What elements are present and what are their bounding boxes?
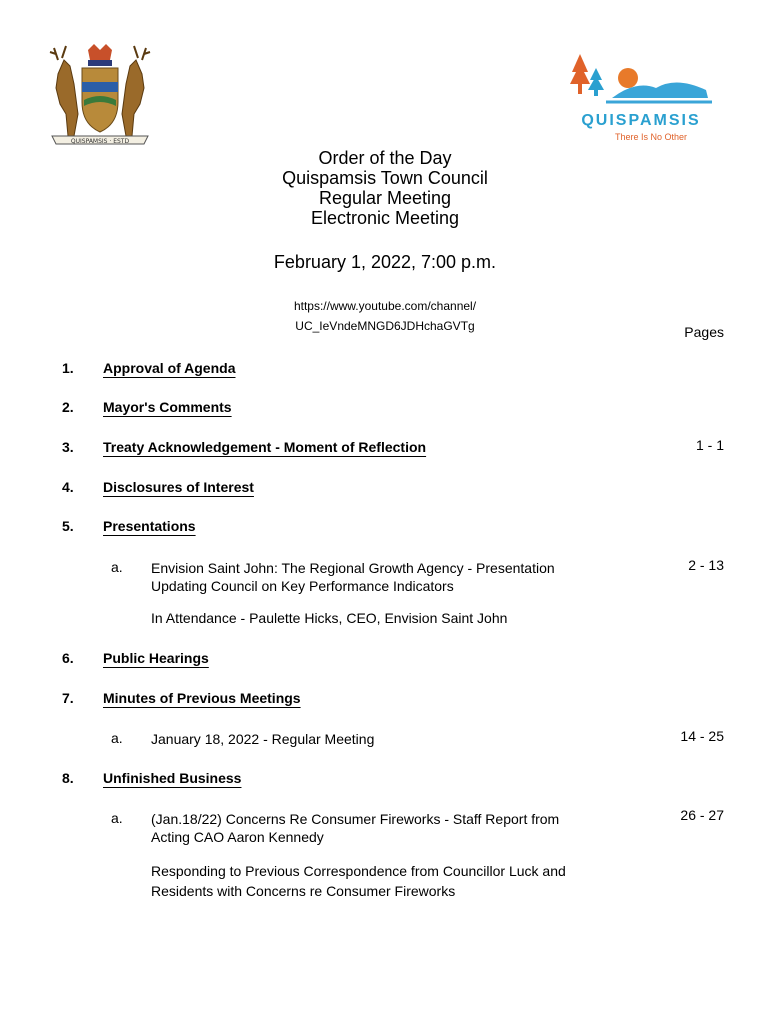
page-range: 2 - 13 [688, 557, 724, 573]
subitem-letter: a. [111, 559, 123, 575]
title-line: Regular Meeting [318, 188, 452, 208]
page-range: 26 - 27 [680, 807, 724, 823]
subitem-letter: a. [111, 730, 123, 746]
youtube-link[interactable] [200, 296, 570, 336]
pages-column-header: Pages [684, 324, 724, 340]
subitem-note [151, 861, 621, 901]
item-number: 5. [62, 518, 74, 534]
meeting-date: February 1, 2022, 7:00 p.m. [273, 252, 497, 272]
link-line: https://www.youtube.com/channel/ [293, 299, 477, 313]
item-heading: Approval of Agenda [103, 360, 236, 376]
item-number: 1. [62, 360, 74, 376]
subitem-letter: a. [111, 810, 123, 826]
subitem-line: Acting CAO Aaron Kennedy [151, 829, 324, 845]
item-heading: Presentations [103, 518, 196, 534]
subitem-text [151, 559, 621, 595]
subitem-note: In Attendance - Paulette Hicks, CEO, Envision Saint John [151, 610, 508, 626]
item-number: 3. [62, 439, 74, 455]
item-number: 6. [62, 650, 74, 666]
item-number: 2. [62, 399, 74, 415]
subitem-line: Updating Council on Key Performance Indicators [151, 578, 454, 594]
item-heading: Unfinished Business [103, 770, 242, 786]
subitem-text: January 18, 2022 - Regular Meeting [151, 731, 375, 747]
link-line: UC_IeVndeMNGD6JDHchaGVTg [295, 319, 475, 333]
item-number: 4. [62, 479, 74, 495]
subitem-text [151, 810, 621, 846]
title-line: Electronic Meeting [310, 208, 460, 228]
subitem-note-line: Residents with Concerns re Consumer Fireworks [151, 883, 456, 899]
item-heading: Treaty Acknowledgement - Moment of Reflection [103, 439, 427, 455]
item-heading: Public Hearings [103, 650, 209, 666]
coat-of-arms-logo [44, 44, 156, 148]
page-range: 1 - 1 [695, 437, 724, 453]
logo-tagline: There Is No Other [614, 132, 688, 142]
title-line: Quispamsis Town Council [282, 168, 488, 188]
subitem-line: (Jan.18/22) Concerns Re Consumer Fireworks - Staff Report from [151, 811, 560, 827]
page-range: 14 - 25 [680, 728, 724, 744]
item-heading: Minutes of Previous Meetings [103, 690, 301, 706]
item-number: 7. [62, 690, 74, 706]
subitem-note-line: Responding to Previous Correspondence from Councillor Luck and [151, 863, 566, 879]
item-heading: Mayor's Comments [103, 399, 232, 415]
document-title [200, 148, 570, 228]
title-line: Order of the Day [318, 148, 452, 168]
quispamsis-brand-logo [566, 50, 716, 144]
item-number: 8. [62, 770, 74, 786]
svg-text:QUISPAMSIS · ESTD: QUISPAMSIS · ESTD [70, 138, 130, 145]
item-heading: Disclosures of Interest [103, 479, 254, 495]
logo-wordmark: QUISPAMSIS [581, 112, 701, 129]
subitem-line: Envision Saint John: The Regional Growth Agency - Presentation [151, 560, 555, 576]
